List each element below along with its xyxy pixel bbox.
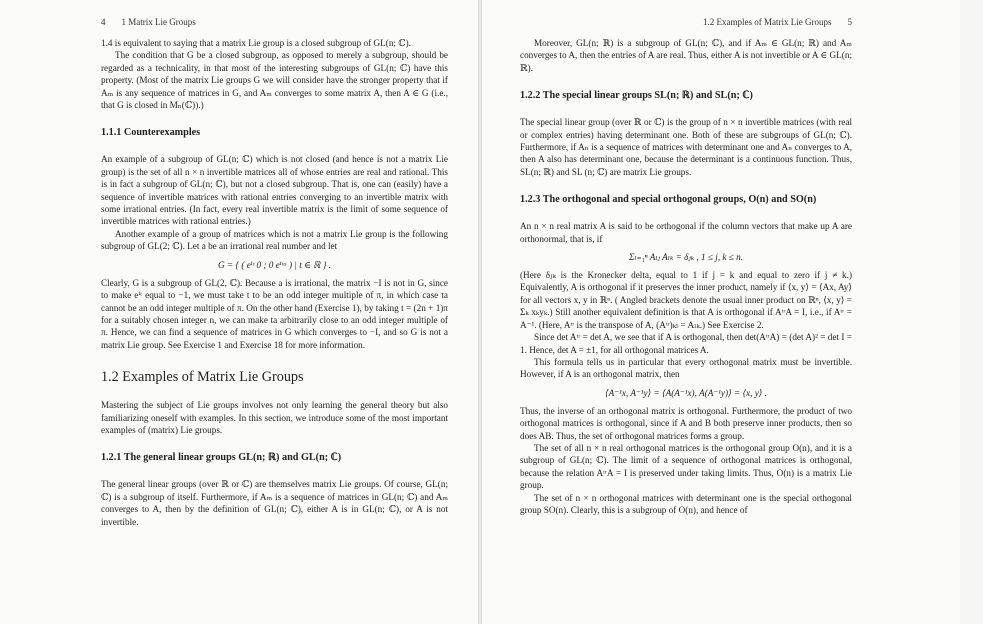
left-page — [0, 0, 478, 624]
left-running-title: 1 Matrix Lie Groups — [121, 17, 196, 27]
section-heading: 1.2 Examples of Matrix Lie Groups — [101, 369, 304, 386]
right-page — [482, 0, 960, 624]
paragraph: The set of n × n orthogonal matrices with determinant one is the special orthogonal group SO(n). Clearly, this is a subgroup of O(n), and hence of — [520, 492, 852, 515]
paragraph: Clearly, G is a subgroup of GL(2, ℂ). Because a is irrational, the matrix −I is not in G, since to make eⁱᵗ equal to −1, we must take t to be an odd integer multiple of π, in which case ta cannot be an odd integer multiple of π. On the other hand (Exercise 1), by taking t = (2n + 1)π for a suitably chosen integer n, we can make ta arbitrarily close to an odd integer multiple of π. Hence, we can find a sequence of matrices in G which converges to −I, and so G is not a matrix Lie group. See Exercise 1 and Exercise 18 for more information. — [101, 277, 448, 350]
paragraph: Another example of a group of matrices which is not a matrix Lie group is the following subgroup of GL(2; ℂ). Let a be an irrational real number and let — [101, 228, 448, 252]
paragraph: Moreover, GL(n; ℝ) is a subgroup of GL(n; ℂ), and if Aₘ ∈ GL(n; ℝ) and Aₘ converges to A, then the entries of A are real. Thus, either A is not invertible or A ∈ GL(n; ℝ). — [520, 38, 852, 73]
left-running-head — [101, 17, 448, 37]
paragraph: An example of a subgroup of GL(n; ℂ) which is not closed (and hence is not a matrix Lie group) is the set of all n × n invertible matrices all of whose entries are real and rational. This is in fact a subgroup of GL(n; ℂ), but not a closed subgroup. That is, one can (easily) have a sequence of invertible matrices with rational entries converging to an invertible matrix with some irrational entries. (In fact, every real invertible matrix is the limit of some sequence of invertible matrices with rational entries.) — [101, 154, 448, 227]
right-running-head — [520, 17, 852, 37]
right-running-title: 1.2 Examples of Matrix Lie Groups — [703, 17, 832, 27]
paragraph: (Here δⱼₖ is the Kronecker delta, equal to 1 if j = k and equal to zero if j ≠ k.) Equivalently, A is orthogonal if it preserves the inner product, namely if ⟨x, y⟩ = ⟨Ax, Ay⟩ for all vectors x, y in ℝⁿ. ( Angled brackets denote the usual inner product on ℝⁿ, ⟨x, y⟩ = Σₖ xₖyₖ.) Still another equivalent definition is that A is orthogonal if AᵗʳA = I, i.e., if Aᵗʳ = A⁻¹. (Here, Aᵗʳ is the transpose of A, (Aᵗʳ)ₖₗ = Aₗₖ.) See Exercise 2. — [520, 270, 852, 330]
display-equation: G = { ( eⁱᵗ 0 ; 0 eⁱᵗᵃ ) | t ∈ ℝ } . — [217, 259, 332, 270]
paragraph: Mastering the subject of Lie groups involves not only learning the general theory but also familiarizing oneself with examples. In this section, we introduce some of the most important examples of (matrix) Lie groups. — [101, 400, 448, 435]
section-heading: 1.2.1 The general linear groups GL(n; ℝ) and GL(n; ℂ) — [101, 452, 342, 464]
section-heading: 1.1.1 Counterexamples — [101, 127, 201, 139]
paragraph: The condition that G be a closed subgroup, as opposed to merely a subgroup, should be regarded as a technicality, in that most of the interesting subgroups of GL(n; ℂ) have this property. (Most of the matrix Lie groups G we will consider have the stronger property that if Aₘ is any sequence of matrices in G, and Aₘ converges to some matrix A, then A ∈ G (i.e., that G is closed in Mₙ(ℂ)).) — [101, 50, 448, 111]
section-heading: 1.2.3 The orthogonal and special orthogonal groups, O(n) and SO(n) — [520, 194, 817, 206]
paragraph: 1.4 is equivalent to saying that a matrix Lie group is a closed subgroup of GL(n; ℂ). — [101, 38, 411, 48]
display-equation: Σₗ₌₁ⁿ Aₗⱼ Aₗₖ = δⱼₖ , 1 ≤ j, k ≤ n. — [628, 252, 744, 263]
paragraph: The general linear groups (over ℝ or ℂ) are themselves matrix Lie groups. Of course, GL(n; ℂ) is a subgroup of itself. Furthermore, if Aₘ is a sequence of matrices in GL(n; ℂ) and Aₘ converges to A, then by the definition of GL(n; ℂ), either A is in GL(n; ℂ), or A is not invertible. — [101, 479, 448, 527]
paragraph: An n × n real matrix A is said to be orthogonal if the column vectors that make up A are orthonormal, that is, if — [520, 221, 852, 244]
paragraph: The set of all n × n real orthogonal matrices is the orthogonal group O(n), and it is a subgroup of GL(n; ℂ). The limit of a sequence of orthogonal matrices is orthogonal, because the relation AᵗʳA = I is preserved under taking limits. Thus, O(n) is a matrix Lie group. — [520, 442, 852, 491]
paragraph: Since det Aᵗʳ = det A, we see that if A is orthogonal, then det(AᵗʳA) = (det A)² = det I = 1. Hence, det A = ±1, for all orthogonal matrices A. — [520, 332, 852, 355]
paragraph: This formula tells us in particular that every orthogonal matrix must be invertible. However, if A is an orthogonal matrix, then — [520, 356, 852, 380]
right-page-number: 5 — [847, 17, 852, 27]
paragraph: The special linear group (over ℝ or ℂ) is the group of n × n invertible matrices (with real or complex entries) having determinant one. Both of these are subgroups of GL(n; ℂ). Furthermore, if Aₙ is a sequence of matrices with determinant one and Aₙ converges to A, then A also has determinant one, because the determinant is a continuous function. Thus, SL(n; ℝ) and SL (n; ℂ) are matrix Lie groups. — [520, 117, 852, 177]
paragraph: Thus, the inverse of an orthogonal matrix is orthogonal. Furthermore, the product of two orthogonal matrices is orthogonal, since if A and B both preserve inner products, then so does AB. Thus, the set of orthogonal matrices forms a group. — [520, 405, 852, 441]
section-heading: 1.2.2 The special linear groups SL(n; ℝ) and SL(n; ℂ) — [520, 90, 753, 102]
display-equation: ⟨A⁻¹x, A⁻¹y⟩ = ⟨A(A⁻¹x), A(A⁻¹y)⟩ = ⟨x, y⟩ . — [605, 387, 767, 398]
left-page-number: 4 — [101, 17, 106, 27]
